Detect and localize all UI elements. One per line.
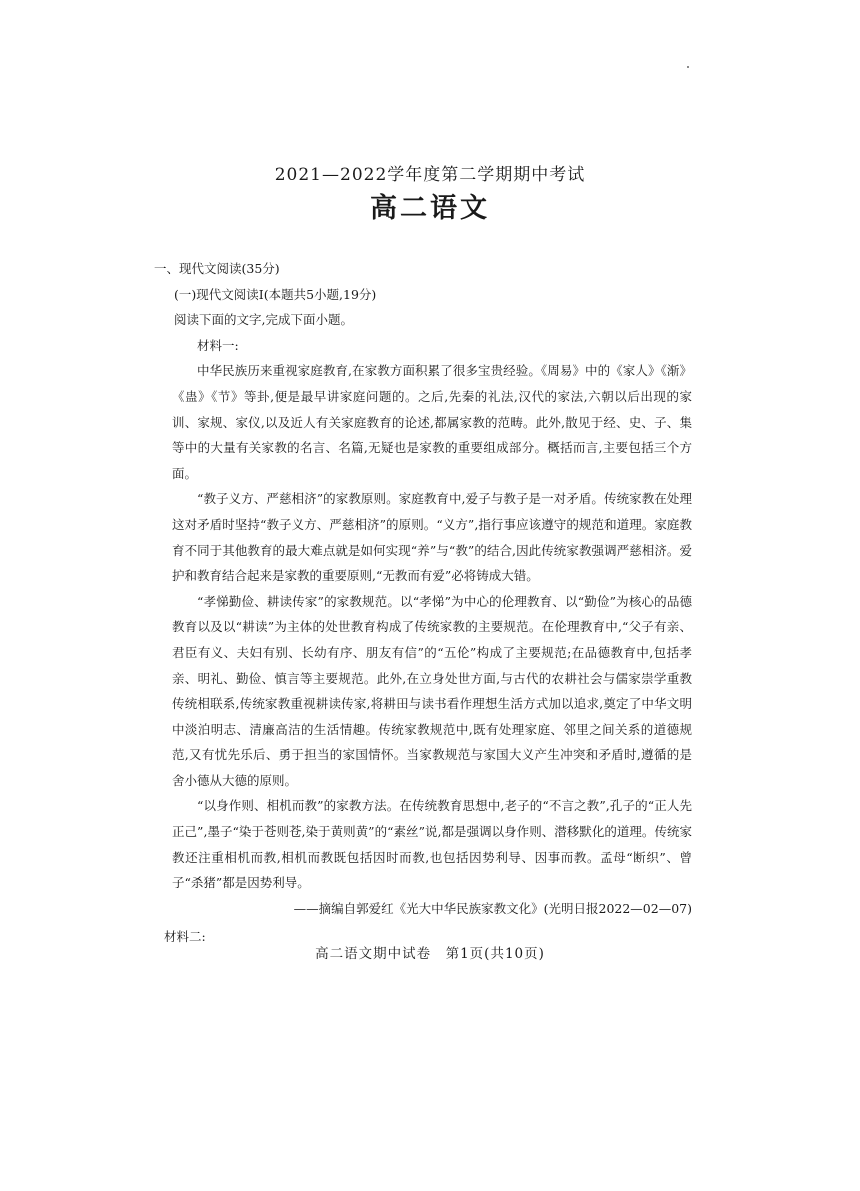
paragraph-2: “教子义方、严慈相济”的家教原则。家庭教育中,爱子与教子是一对矛盾。传统家教在处理这对矛盾时坚持“教子义方、严慈相济”的原则。“义方”,指行事应该遵守的规范和道理。家庭教育不同于其他教育的最大难点就是如何实现“养”与“教”的结合,因此传统家教强调严慈相济。爱护和教育结合起来是家教的重要原则,“无教而有爱”必将铸成大错。 (172, 491, 692, 584)
paragraph-4: “以身作则、相机而教”的家教方法。在传统教育思想中,老子的“不言之教”,孔子的“正人先正己”,墨子“染于苍则苍,染于黄则黄”的“素丝”说,都是强调以身作则、潜移默化的道理。传统家教还注重相机而教,相机而教既包括因时而教,也包括因势利导、因事而教。孟母“断织”、曾子“杀猪”都是因势利导。 (172, 798, 692, 891)
page-footer: 高二语文期中试卷 第1页(共10页) (315, 946, 545, 962)
subject-title: 高二语文 (370, 193, 490, 224)
material-1-label: 材料一: (197, 337, 239, 353)
exam-body (154, 256, 692, 950)
exam-title: 2021—2022学年度第二学期期中考试 (274, 165, 586, 185)
speck-mark (687, 66, 689, 68)
paragraph-1: 中华民族历来重视家庭教育,在家教方面积累了很多宝贵经验。《周易》中的《家人》《渐》《蛊》《节》等卦,便是最早讲家庭问题的。之后,先秦的礼法,汉代的家法,六朝以后出现的家训、家规、家仪,以及近人有关家庭教育的论述,都属家教的范畴。此外,散见于经、史、子、集等中的大量有关家教的名言、名篇,无疑也是家教的重要组成部分。概括而言,主要包括三个方面。 (172, 363, 692, 481)
subsection-heading: (一)现代文阅读Ⅰ(本题共5小题,19分) (174, 286, 377, 302)
instruction-text: 阅读下面的文字,完成下面小题。 (174, 312, 353, 328)
section-heading: 一、现代文阅读(35分) (154, 261, 280, 276)
source-citation: ——摘编自郭爱红《光大中华民族家教文化》(光明日报2022—02—07) (293, 900, 692, 916)
paragraph-3: “孝悌勤俭、耕读传家”的家教规范。以“孝悌”为中心的伦理教育、以“勤俭”为核心的品德教育以及以“耕读”为主体的处世教育构成了传统家教的主要规范。在伦理教育中,“父子有亲、君臣有义、夫妇有别、长幼有序、朋友有信”的“五伦”构成了主要规范;在品德教育中,包括孝亲、明礼、勤俭、慎言等主要规范。此外,在立身处世方面,与古代的农耕社会与儒家崇学重教传统相联系,传统家教重视耕读传家,将耕田与读书看作理想生活方式加以追求,奠定了中华文明中淡泊明志、清廉高洁的生活情趣。传统家教规范中,既有处理家庭、邻里之间关系的道德规范,又有忧先乐后、勇于担当的家国情怀。当家教规范与家国大义产生冲突和矛盾时,遵循的是舍小德从大德的原则。 (172, 593, 692, 788)
material-2-label: 材料二: (164, 929, 206, 945)
